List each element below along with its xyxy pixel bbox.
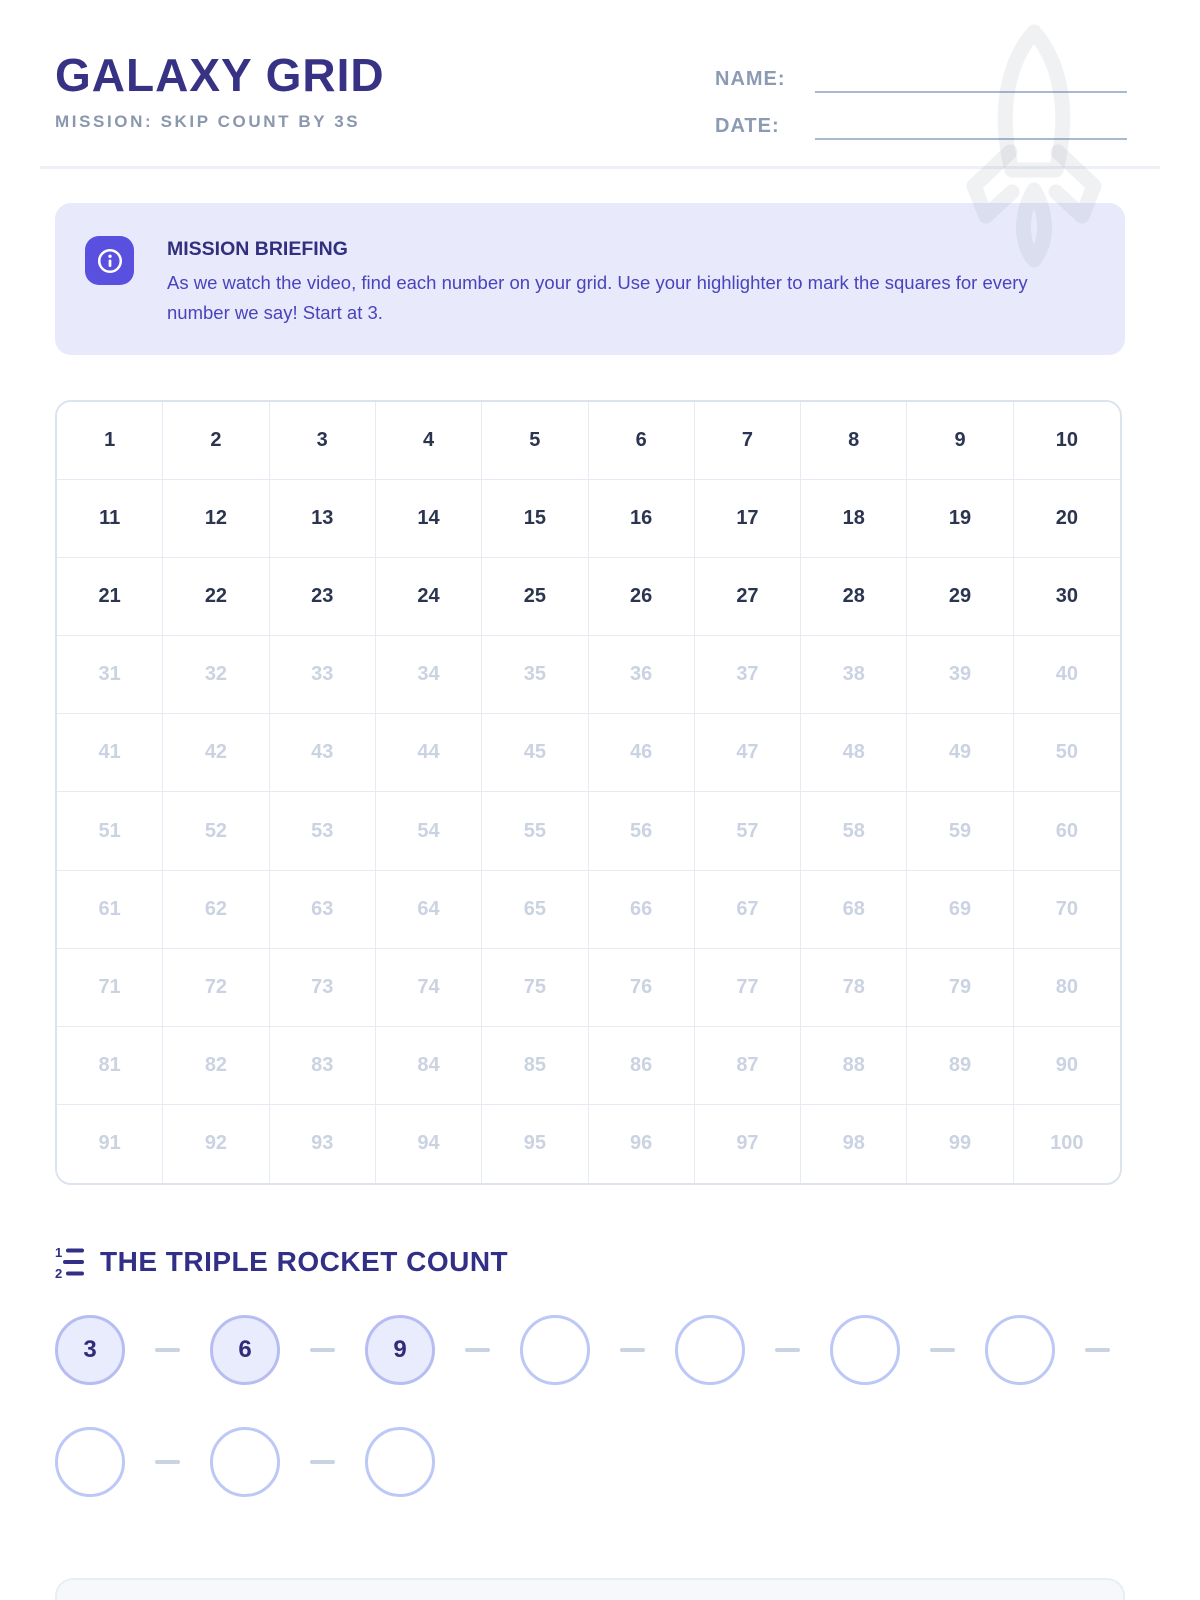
grid-cell[interactable]: 13 xyxy=(270,480,376,558)
count-circle-filled[interactable]: 9 xyxy=(365,1315,435,1385)
grid-cell[interactable]: 99 xyxy=(907,1105,1013,1183)
grid-cell[interactable]: 86 xyxy=(589,1027,695,1105)
grid-cell[interactable]: 85 xyxy=(482,1027,588,1105)
rocket-count-title: THE TRIPLE ROCKET COUNT xyxy=(100,1246,509,1277)
grid-cell[interactable]: 22 xyxy=(163,558,269,636)
name-field-row xyxy=(715,56,1127,93)
grid-cell[interactable]: 45 xyxy=(482,714,588,792)
grid-cell[interactable]: 89 xyxy=(907,1027,1013,1105)
grid-cell[interactable]: 12 xyxy=(163,480,269,558)
grid-cell[interactable]: 30 xyxy=(1014,558,1120,636)
grid-cell[interactable]: 41 xyxy=(57,714,163,792)
date-field-row xyxy=(715,103,1127,140)
count-circle-empty[interactable] xyxy=(520,1315,590,1385)
grid-cell[interactable]: 33 xyxy=(270,636,376,714)
mission-briefing-card xyxy=(55,203,1125,355)
grid-cell[interactable]: 65 xyxy=(482,871,588,949)
grid-cell[interactable]: 90 xyxy=(1014,1027,1120,1105)
grid-cell[interactable]: 35 xyxy=(482,636,588,714)
grid-cell[interactable]: 23 xyxy=(270,558,376,636)
sequence-dash xyxy=(310,1348,335,1352)
date-input-line[interactable] xyxy=(815,103,1127,140)
sequence-dash xyxy=(310,1460,335,1464)
grid-cell[interactable]: 48 xyxy=(801,714,907,792)
sequence-dash xyxy=(620,1348,645,1352)
grid-cell[interactable]: 68 xyxy=(801,871,907,949)
date-label: DATE: xyxy=(715,115,780,137)
count-circle-empty[interactable] xyxy=(675,1315,745,1385)
grid-cell[interactable]: 26 xyxy=(589,558,695,636)
grid-cell[interactable]: 78 xyxy=(801,949,907,1027)
svg-text:2: 2 xyxy=(55,1266,63,1279)
grid-cell[interactable]: 96 xyxy=(589,1105,695,1183)
ordered-list-icon xyxy=(55,1245,85,1279)
grid-cell[interactable]: 94 xyxy=(376,1105,482,1183)
grid-cell[interactable]: 20 xyxy=(1014,480,1120,558)
header xyxy=(55,48,385,132)
grid-cell[interactable]: 100 xyxy=(1014,1105,1120,1183)
grid-cell[interactable]: 39 xyxy=(907,636,1013,714)
grid-cell[interactable]: 75 xyxy=(482,949,588,1027)
grid-cell[interactable]: 9 xyxy=(907,402,1013,480)
sequence-dash xyxy=(930,1348,955,1352)
grid-cell[interactable]: 47 xyxy=(695,714,801,792)
grid-cell[interactable]: 27 xyxy=(695,558,801,636)
grid-cell[interactable]: 93 xyxy=(270,1105,376,1183)
header-divider xyxy=(40,166,1160,169)
grid-cell[interactable]: 79 xyxy=(907,949,1013,1027)
grid-cell[interactable]: 97 xyxy=(695,1105,801,1183)
grid-cell[interactable]: 16 xyxy=(589,480,695,558)
sequence-dash xyxy=(1085,1348,1110,1352)
grid-cell[interactable]: 18 xyxy=(801,480,907,558)
grid-cell[interactable]: 1 xyxy=(57,402,163,480)
page-title: GALAXY GRID xyxy=(55,49,385,101)
next-section-panel xyxy=(55,1578,1125,1600)
briefing-text: As we watch the video, find each number on your grid. Use your highlighter to mark the squares for every number we say! Start at 3. xyxy=(167,272,1028,323)
grid-cell[interactable]: 82 xyxy=(163,1027,269,1105)
grid-cell[interactable]: 60 xyxy=(1014,792,1120,870)
grid-cell[interactable]: 64 xyxy=(376,871,482,949)
svg-text:1: 1 xyxy=(55,1245,63,1260)
sequence-dash xyxy=(155,1348,180,1352)
grid-cell[interactable]: 40 xyxy=(1014,636,1120,714)
sequence-dash xyxy=(775,1348,800,1352)
grid-cell[interactable]: 98 xyxy=(801,1105,907,1183)
grid-cell[interactable]: 49 xyxy=(907,714,1013,792)
info-circle-icon xyxy=(85,236,134,285)
grid-cell[interactable]: 87 xyxy=(695,1027,801,1105)
grid-cell[interactable]: 37 xyxy=(695,636,801,714)
name-label: NAME: xyxy=(715,68,786,90)
grid-cell[interactable]: 51 xyxy=(57,792,163,870)
grid-cell[interactable]: 14 xyxy=(376,480,482,558)
count-circle-empty[interactable] xyxy=(55,1427,125,1497)
grid-cell[interactable]: 74 xyxy=(376,949,482,1027)
grid-cell[interactable]: 54 xyxy=(376,792,482,870)
count-circle-filled[interactable]: 3 xyxy=(55,1315,125,1385)
grid-cell[interactable]: 6 xyxy=(589,402,695,480)
grid-cell[interactable]: 67 xyxy=(695,871,801,949)
grid-cell[interactable]: 38 xyxy=(801,636,907,714)
grid-cell[interactable]: 32 xyxy=(163,636,269,714)
grid-cell[interactable]: 55 xyxy=(482,792,588,870)
grid-cell[interactable]: 71 xyxy=(57,949,163,1027)
grid-cell[interactable]: 95 xyxy=(482,1105,588,1183)
name-input-line[interactable] xyxy=(815,56,1127,93)
grid-cell[interactable]: 7 xyxy=(695,402,801,480)
grid-cell[interactable]: 83 xyxy=(270,1027,376,1105)
grid-cell[interactable]: 92 xyxy=(163,1105,269,1183)
count-sequence-row-1 xyxy=(55,1315,1110,1385)
grid-cell[interactable]: 44 xyxy=(376,714,482,792)
grid-cell[interactable]: 4 xyxy=(376,402,482,480)
grid-cell[interactable]: 58 xyxy=(801,792,907,870)
sequence-dash xyxy=(465,1348,490,1352)
grid-cell[interactable]: 52 xyxy=(163,792,269,870)
sequence-dash xyxy=(155,1460,180,1464)
grid-cell[interactable]: 70 xyxy=(1014,871,1120,949)
grid-cell[interactable]: 21 xyxy=(57,558,163,636)
grid-cell[interactable]: 62 xyxy=(163,871,269,949)
grid-cell[interactable]: 80 xyxy=(1014,949,1120,1027)
grid-cell[interactable]: 50 xyxy=(1014,714,1120,792)
grid-cell[interactable]: 8 xyxy=(801,402,907,480)
count-circle-empty[interactable] xyxy=(830,1315,900,1385)
grid-cell[interactable]: 91 xyxy=(57,1105,163,1183)
grid-cell[interactable]: 24 xyxy=(376,558,482,636)
grid-cell[interactable]: 76 xyxy=(589,949,695,1027)
count-circle-filled[interactable]: 6 xyxy=(210,1315,280,1385)
count-circle-empty[interactable] xyxy=(365,1427,435,1497)
page-subtitle: MISSION: SKIP COUNT BY 3S xyxy=(55,112,361,131)
grid-cell[interactable]: 57 xyxy=(695,792,801,870)
grid-cell[interactable]: 3 xyxy=(270,402,376,480)
grid-cell[interactable]: 17 xyxy=(695,480,801,558)
grid-cell[interactable]: 61 xyxy=(57,871,163,949)
grid-cell[interactable]: 56 xyxy=(589,792,695,870)
count-circle-empty[interactable] xyxy=(985,1315,1055,1385)
count-sequence-row-2 xyxy=(55,1427,435,1497)
grid-cell[interactable]: 77 xyxy=(695,949,801,1027)
grid-cell[interactable]: 28 xyxy=(801,558,907,636)
grid-cell[interactable]: 69 xyxy=(907,871,1013,949)
grid-cell[interactable]: 84 xyxy=(376,1027,482,1105)
grid-cell[interactable]: 10 xyxy=(1014,402,1120,480)
grid-cell[interactable]: 88 xyxy=(801,1027,907,1105)
grid-cell[interactable]: 59 xyxy=(907,792,1013,870)
grid-cell[interactable]: 31 xyxy=(57,636,163,714)
grid-cell[interactable]: 19 xyxy=(907,480,1013,558)
grid-cell[interactable]: 81 xyxy=(57,1027,163,1105)
grid-cell[interactable]: 11 xyxy=(57,480,163,558)
grid-cell[interactable]: 5 xyxy=(482,402,588,480)
briefing-title: MISSION BRIEFING xyxy=(167,238,348,260)
briefing-body xyxy=(167,236,1077,355)
grid-cell[interactable]: 73 xyxy=(270,949,376,1027)
grid-cell[interactable]: 29 xyxy=(907,558,1013,636)
grid-cell[interactable]: 36 xyxy=(589,636,695,714)
grid-cell[interactable]: 53 xyxy=(270,792,376,870)
name-date-fields xyxy=(715,56,1127,150)
rocket-count-header xyxy=(55,1245,508,1279)
grid-cell[interactable]: 42 xyxy=(163,714,269,792)
grid-cell[interactable]: 15 xyxy=(482,480,588,558)
grid-cell[interactable]: 46 xyxy=(589,714,695,792)
grid-cell[interactable]: 34 xyxy=(376,636,482,714)
grid-cell[interactable]: 43 xyxy=(270,714,376,792)
grid-cell[interactable]: 66 xyxy=(589,871,695,949)
count-circle-empty[interactable] xyxy=(210,1427,280,1497)
grid-cell[interactable]: 63 xyxy=(270,871,376,949)
grid-cell[interactable]: 25 xyxy=(482,558,588,636)
grid-cell[interactable]: 2 xyxy=(163,402,269,480)
hundred-grid xyxy=(55,400,1122,1185)
grid-cell[interactable]: 72 xyxy=(163,949,269,1027)
